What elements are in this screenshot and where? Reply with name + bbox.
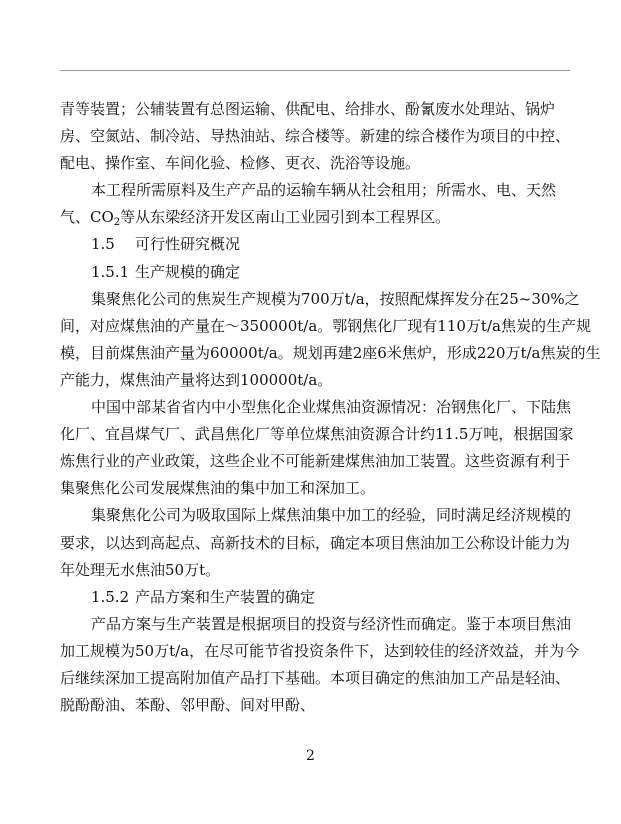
body-line-co2 <box>60 204 570 231</box>
body-line: 模，目前煤焦油产量为60000t/a。规划再建2座6米焦炉，形成220万t/a焦炭的生 <box>60 343 601 362</box>
body-line-rest: 等从东梁经济开发区南山工业园引到本工程界区。 <box>120 208 451 227</box>
co2-base: CO <box>90 208 114 227</box>
body-line: 集聚焦化公司的焦炭生产规模为700万t/a，按照配煤挥发分在25~30%之 <box>91 289 580 308</box>
body-line: 要求，以达到高起点、高新技术的目标，确定本项目焦油加工公称设计能力为 <box>60 533 571 552</box>
body-line: 集聚焦化公司为吸取国际上煤焦油集中加工的经验，同时满足经济规模的 <box>91 506 572 525</box>
section-heading-1-5-1 <box>60 259 570 286</box>
heading-title: 产品方案和生产装置的确定 <box>135 587 316 606</box>
body-line: 年处理无水焦油50万t。 <box>60 560 221 579</box>
document-body <box>60 96 601 719</box>
page-number: 2 <box>306 748 315 764</box>
co2-prefix: 气、 <box>60 208 91 227</box>
heading-number: 1.5.2 <box>91 587 130 606</box>
co2-subscript: 2 <box>113 217 121 229</box>
body-line: 中国中部某省省内中小型焦化企业煤焦油资源情况：冶钢焦化厂、下陆焦 <box>91 398 572 417</box>
body-line: 后继续深加工提高附加值产品打下基础。本项目确定的焦油加工产品是轻油、 <box>60 668 571 687</box>
header-rule <box>60 70 570 71</box>
body-line: 青等装置；公辅装置有总图运输、供配电、给排水、酚氰废水处理站、锅炉 <box>60 100 556 118</box>
body-line: 化厂、宜昌煤气厂、武昌焦化厂等单位煤焦油资源合计约11.5万吨，根据国家 <box>60 425 574 444</box>
body-line: 加工规模为50万t/a，在尽可能节省投资条件下，达到较佳的经济效益，并为今 <box>60 641 580 660</box>
body-line: 脱酚酚油、苯酚、邻甲酚、间对甲酚、 <box>60 696 316 715</box>
section-heading-1-5-2 <box>60 584 570 611</box>
body-line: 产能力，煤焦油产量将达到100000t/a。 <box>60 370 333 389</box>
heading-number: 1.5 <box>91 235 115 254</box>
body-line: 间，对应煤焦油的产量在～350000t/a。鄂钢焦化厂现有110万t/a焦炭的生产规 <box>60 316 591 335</box>
body-line: 炼焦行业的产业政策，这些企业不可能新建煤焦油加工装置。这些资源有利于 <box>60 452 571 471</box>
body-line: 配电、操作室、车间化验、检修、更衣、洗浴等设施。 <box>60 154 421 173</box>
heading-number: 1.5.1 <box>91 262 130 281</box>
heading-title: 生产规模的确定 <box>135 262 241 281</box>
body-line: 集聚焦化公司发展煤焦油的集中加工和深加工。 <box>60 479 376 498</box>
body-line: 产品方案与生产装置是根据项目的投资与经济性而确定。鉴于本项目焦油 <box>91 614 572 633</box>
heading-title: 可行性研究概况 <box>135 235 241 254</box>
co2-formula <box>90 208 121 229</box>
body-line: 房、空氮站、制冷站、导热油站、综合楼等。新建的综合楼作为项目的中控、 <box>60 127 571 146</box>
section-heading-1-5 <box>60 231 570 258</box>
body-line: 本工程所需原料及生产产品的运输车辆从社会租用；所需水、电、天然 <box>91 181 557 200</box>
